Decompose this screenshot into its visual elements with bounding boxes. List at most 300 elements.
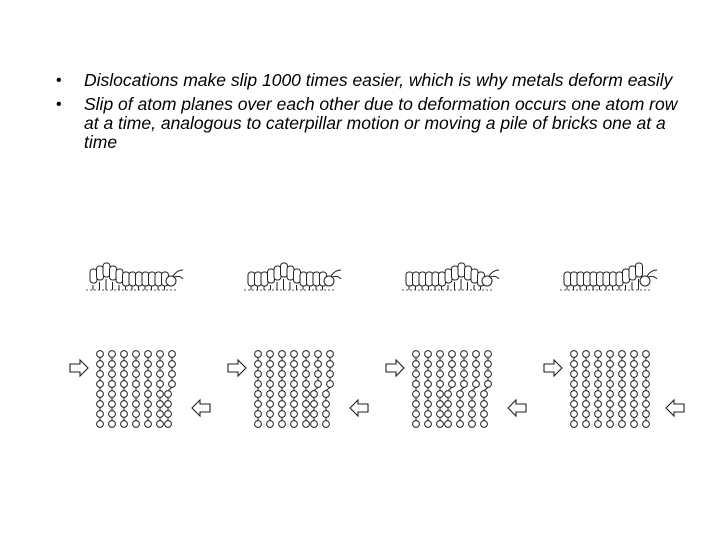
atom — [607, 371, 614, 378]
atom — [643, 401, 650, 408]
atom — [303, 401, 310, 408]
atom — [595, 361, 602, 368]
atom — [583, 351, 590, 358]
atom — [425, 421, 432, 428]
atom — [97, 411, 104, 418]
atom — [595, 411, 602, 418]
atom — [425, 381, 432, 388]
atom — [595, 401, 602, 408]
atom — [469, 401, 476, 408]
atom — [157, 411, 164, 418]
atom — [643, 361, 650, 368]
atom — [449, 351, 456, 358]
atom — [169, 371, 176, 378]
body-segment — [103, 263, 110, 277]
atom — [133, 371, 140, 378]
atom — [157, 351, 164, 358]
atom — [133, 411, 140, 418]
atom — [157, 361, 164, 368]
body-segment — [287, 266, 294, 280]
atom — [571, 381, 578, 388]
atom — [643, 371, 650, 378]
atom — [485, 371, 492, 378]
body-segment — [426, 272, 433, 286]
atom — [255, 361, 262, 368]
body-segment — [97, 266, 104, 280]
atom — [109, 411, 116, 418]
atom — [169, 361, 176, 368]
atom — [267, 391, 274, 398]
body-segment — [155, 272, 162, 286]
body-segment — [300, 272, 307, 286]
body-segment — [406, 272, 413, 286]
body-segment — [616, 272, 623, 286]
atom — [445, 411, 452, 418]
atom — [643, 411, 650, 418]
atom — [413, 421, 420, 428]
atom — [619, 351, 626, 358]
head — [482, 276, 492, 286]
body-segment — [123, 272, 130, 286]
atom — [121, 371, 128, 378]
atom — [145, 391, 152, 398]
atom — [145, 411, 152, 418]
atom — [255, 351, 262, 358]
atom — [437, 391, 444, 398]
body-segment — [136, 272, 143, 286]
atom-bond — [168, 387, 172, 390]
body-segment — [445, 269, 452, 283]
bullet-marker: • — [56, 72, 62, 89]
atom — [121, 401, 128, 408]
body-segment — [274, 266, 281, 280]
atom — [109, 381, 116, 388]
atom — [267, 381, 274, 388]
atom — [315, 381, 322, 388]
body-segment — [255, 272, 262, 286]
atom — [109, 391, 116, 398]
atom — [303, 421, 310, 428]
body-segment — [452, 266, 459, 280]
atom — [595, 421, 602, 428]
atom — [595, 391, 602, 398]
body-segment — [281, 263, 288, 277]
atom — [631, 411, 638, 418]
atom — [165, 411, 172, 418]
body-segment — [577, 272, 584, 286]
atom — [631, 371, 638, 378]
atom — [571, 421, 578, 428]
atom — [619, 371, 626, 378]
atom — [631, 351, 638, 358]
body-segment — [584, 272, 591, 286]
atom — [413, 351, 420, 358]
atom — [445, 421, 452, 428]
atom — [303, 351, 310, 358]
atom — [413, 371, 420, 378]
body-segment — [129, 272, 136, 286]
body-segment — [261, 272, 268, 286]
atom — [457, 411, 464, 418]
atom — [619, 411, 626, 418]
atom — [631, 401, 638, 408]
atom — [311, 421, 318, 428]
atom — [481, 401, 488, 408]
bullet-list — [56, 71, 696, 157]
atom — [279, 421, 286, 428]
atom — [157, 381, 164, 388]
atom — [631, 421, 638, 428]
atom — [255, 371, 262, 378]
atom — [133, 421, 140, 428]
atom — [291, 381, 298, 388]
bullet-text: Slip of atom planes over each other due to deformation occurs one atom row at a time, analogous to caterpillar motion or moving a pile of bricks one at a time — [84, 94, 678, 152]
atom — [145, 421, 152, 428]
body-segment — [413, 272, 420, 286]
atom-bond — [472, 387, 476, 390]
atom — [279, 401, 286, 408]
body-segment — [419, 272, 426, 286]
atom — [97, 421, 104, 428]
atom — [267, 401, 274, 408]
atom — [445, 391, 452, 398]
push-arrow-right-icon — [228, 360, 246, 376]
atom-bond — [460, 387, 464, 390]
atom — [437, 411, 444, 418]
push-arrow-left-icon — [666, 400, 684, 416]
atom — [461, 351, 468, 358]
atom — [267, 411, 274, 418]
body-segment — [471, 269, 478, 283]
atom — [255, 381, 262, 388]
atom — [571, 391, 578, 398]
atom — [267, 371, 274, 378]
atom — [449, 361, 456, 368]
atom — [571, 401, 578, 408]
caterpillar-icon-3 — [402, 263, 499, 290]
atom — [481, 421, 488, 428]
atom — [279, 411, 286, 418]
atom — [97, 401, 104, 408]
atom — [631, 361, 638, 368]
atom — [145, 361, 152, 368]
body-segment — [603, 272, 610, 286]
atom — [323, 411, 330, 418]
atom — [425, 351, 432, 358]
body-segment — [294, 269, 301, 283]
atom — [413, 391, 420, 398]
atom — [583, 381, 590, 388]
atom — [437, 401, 444, 408]
atom — [133, 391, 140, 398]
atom — [583, 361, 590, 368]
atom — [485, 361, 492, 368]
body-segment — [90, 269, 97, 283]
figure-canvas — [60, 258, 700, 438]
atom — [619, 381, 626, 388]
atom — [157, 421, 164, 428]
atom — [279, 351, 286, 358]
atom — [323, 401, 330, 408]
atom — [315, 351, 322, 358]
atom — [157, 401, 164, 408]
atom — [571, 351, 578, 358]
body-segment — [629, 266, 636, 280]
atom — [311, 411, 318, 418]
atom — [607, 411, 614, 418]
atom — [165, 421, 172, 428]
body-segment — [248, 272, 255, 286]
atom — [133, 381, 140, 388]
atom — [485, 381, 492, 388]
atom — [473, 351, 480, 358]
atom — [461, 381, 468, 388]
atom — [121, 391, 128, 398]
push-arrow-right-icon — [386, 360, 404, 376]
atom — [457, 421, 464, 428]
body-segment — [268, 269, 275, 283]
atom — [607, 421, 614, 428]
atom — [425, 401, 432, 408]
atom — [583, 411, 590, 418]
atom — [449, 381, 456, 388]
atom — [643, 391, 650, 398]
atom — [437, 381, 444, 388]
atom — [469, 411, 476, 418]
atom — [607, 401, 614, 408]
atom — [291, 401, 298, 408]
body-segment — [439, 272, 446, 286]
atom — [445, 401, 452, 408]
atom — [291, 391, 298, 398]
atom-lattice-icon-1 — [97, 351, 176, 428]
atom — [121, 351, 128, 358]
atom — [255, 411, 262, 418]
atom — [267, 421, 274, 428]
atom — [571, 371, 578, 378]
push-arrow-right-icon — [544, 360, 562, 376]
atom — [473, 381, 480, 388]
atom — [643, 421, 650, 428]
body-segment — [116, 269, 123, 283]
caterpillar-icon-4 — [560, 263, 657, 290]
atom — [631, 381, 638, 388]
atom — [97, 391, 104, 398]
body-segment — [636, 263, 643, 277]
atom — [291, 411, 298, 418]
atom — [291, 361, 298, 368]
atom — [323, 421, 330, 428]
atom — [315, 361, 322, 368]
head — [640, 276, 650, 286]
atom — [571, 411, 578, 418]
bullet-item-slip-of-atom-planes — [56, 95, 696, 152]
atom — [607, 381, 614, 388]
body-segment — [142, 272, 149, 286]
atom — [327, 381, 334, 388]
atom — [473, 371, 480, 378]
atom — [255, 401, 262, 408]
atom — [97, 351, 104, 358]
head — [324, 276, 334, 286]
atom — [413, 381, 420, 388]
atom — [437, 361, 444, 368]
body-segment — [307, 272, 314, 286]
atom — [449, 371, 456, 378]
atom — [607, 351, 614, 358]
atom — [109, 371, 116, 378]
body-segment — [458, 263, 465, 277]
atom — [303, 391, 310, 398]
head — [166, 276, 176, 286]
atom — [169, 381, 176, 388]
atom — [583, 391, 590, 398]
atom — [437, 421, 444, 428]
atom — [133, 351, 140, 358]
atom — [121, 361, 128, 368]
atom — [461, 371, 468, 378]
atom — [121, 421, 128, 428]
atom — [145, 351, 152, 358]
atom — [457, 401, 464, 408]
atom — [279, 371, 286, 378]
atom — [485, 351, 492, 358]
atom — [473, 361, 480, 368]
body-segment — [149, 272, 156, 286]
atom — [97, 361, 104, 368]
push-arrow-left-icon — [508, 400, 526, 416]
atom — [481, 391, 488, 398]
body-segment — [623, 269, 630, 283]
push-arrow-left-icon — [350, 400, 368, 416]
atom — [425, 391, 432, 398]
body-segment — [610, 272, 617, 286]
body-segment — [465, 266, 472, 280]
atom — [619, 421, 626, 428]
atom — [303, 371, 310, 378]
body-segment — [590, 272, 597, 286]
atom — [109, 351, 116, 358]
atom — [291, 351, 298, 358]
atom — [311, 401, 318, 408]
atom — [481, 411, 488, 418]
atom — [157, 371, 164, 378]
atom — [571, 361, 578, 368]
atom — [469, 391, 476, 398]
atom — [595, 351, 602, 358]
atom — [145, 371, 152, 378]
atom — [121, 411, 128, 418]
atom — [425, 371, 432, 378]
atom-bond — [448, 387, 452, 390]
atom-lattice-icon-2 — [255, 351, 334, 428]
body-segment — [564, 272, 571, 286]
atom — [461, 361, 468, 368]
bullet-marker: • — [56, 96, 62, 113]
atom-bond — [326, 387, 330, 390]
atom — [303, 381, 310, 388]
atom — [583, 421, 590, 428]
atom — [145, 401, 152, 408]
body-segment — [571, 272, 578, 286]
push-arrow-right-icon — [70, 360, 88, 376]
atom — [133, 361, 140, 368]
atom — [109, 421, 116, 428]
atom — [595, 371, 602, 378]
atom-lattice-icon-3 — [413, 351, 492, 428]
atom — [145, 381, 152, 388]
atom — [267, 361, 274, 368]
atom — [583, 371, 590, 378]
atom — [425, 361, 432, 368]
atom — [109, 401, 116, 408]
atom — [255, 421, 262, 428]
caterpillar-icon-2 — [244, 263, 341, 290]
atom — [607, 361, 614, 368]
atom — [121, 381, 128, 388]
atom — [169, 351, 176, 358]
atom — [619, 361, 626, 368]
atom — [643, 351, 650, 358]
atom — [643, 381, 650, 388]
atom — [279, 381, 286, 388]
bullet-item-dislocations — [56, 71, 696, 90]
atom — [413, 401, 420, 408]
atom — [279, 361, 286, 368]
atom — [303, 411, 310, 418]
atom — [469, 421, 476, 428]
atom — [327, 371, 334, 378]
atom — [97, 381, 104, 388]
atom — [109, 361, 116, 368]
body-segment — [597, 272, 604, 286]
atom — [413, 411, 420, 418]
atom — [165, 401, 172, 408]
atom — [583, 401, 590, 408]
body-segment — [432, 272, 439, 286]
push-arrow-left-icon — [192, 400, 210, 416]
atom — [607, 391, 614, 398]
atom — [327, 351, 334, 358]
body-segment — [313, 272, 320, 286]
atom-lattice-icon-4 — [571, 351, 650, 428]
body-segment — [110, 266, 117, 280]
atom — [619, 391, 626, 398]
atom — [97, 371, 104, 378]
atom-bond — [314, 387, 318, 390]
atom — [291, 421, 298, 428]
atom — [303, 361, 310, 368]
atom — [457, 391, 464, 398]
atom — [425, 411, 432, 418]
atom — [133, 401, 140, 408]
atom — [311, 391, 318, 398]
atom — [619, 401, 626, 408]
atom — [165, 391, 172, 398]
atom — [595, 381, 602, 388]
atom — [255, 391, 262, 398]
atom-bond — [484, 387, 488, 390]
atom — [279, 391, 286, 398]
atom — [631, 391, 638, 398]
atom — [323, 391, 330, 398]
caterpillar-icon-1 — [86, 263, 183, 290]
atom — [413, 361, 420, 368]
atom — [291, 371, 298, 378]
atom — [267, 351, 274, 358]
caterpillar-dislocation-figure — [60, 258, 700, 438]
atom — [315, 371, 322, 378]
